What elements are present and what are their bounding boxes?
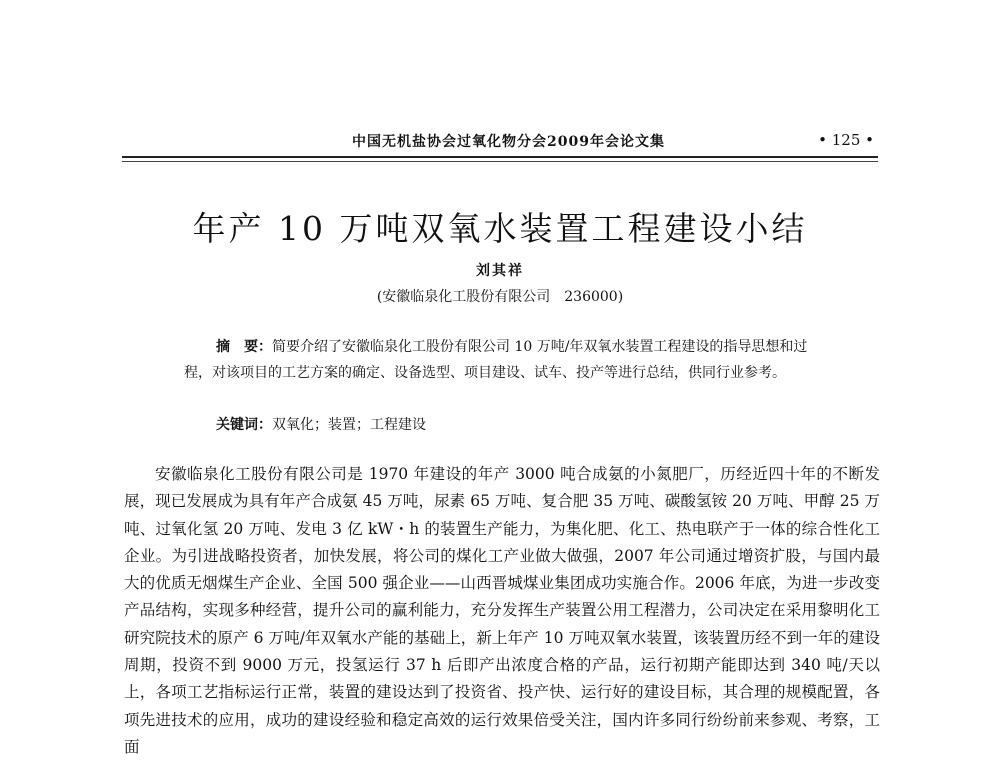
keywords-text: 双氧化；装置；工程建设 <box>272 417 426 433</box>
author-name: 刘其祥 <box>476 263 524 279</box>
keywords-label: 关键词： <box>216 417 272 433</box>
body-text <box>124 461 880 761</box>
article-title: 年产 10 万吨双氧水装置工程建设小结 <box>192 209 808 248</box>
page-number: • 125 • <box>818 131 874 149</box>
journal-title: 中国无机盐协会过氧化物分会2009年会论文集 <box>352 134 665 150</box>
abstract-label: 摘 要： <box>216 339 272 355</box>
author-affiliation: (安徽临泉化工股份有限公司 236000) <box>376 289 624 305</box>
abstract-text: 简要介绍了安徽临泉化工股份有限公司 10 万吨/年双氧水装置工程建设的指导思想和过程，对该项目的工艺方案的确定、设备选型、项目建设、试车、投产等进行总结，供同行业参考。 <box>184 339 808 381</box>
keywords <box>216 412 826 438</box>
abstract <box>184 334 824 386</box>
header-rule-thick <box>122 156 878 158</box>
running-header <box>120 131 878 153</box>
header-rule-thin <box>122 161 878 162</box>
body-paragraph: 安徽临泉化工股份有限公司是 1970 年建设的年产 3000 吨合成氨的小氮肥厂，历经近四十年的不断发展，现已发展成为具有年产合成氨 45 万吨，尿素 65 万吨、复合肥 35 万吨、碳酸氢铵 20 万吨、甲醇 25 万吨、过氧化氢 20 万吨、发电 3 亿 kW・h 的装置生产能力，为集化肥、化工、热电联产于一体的综合性化工企业。为引进战略投资者，加快发展，将公司的煤化工产业做大做强，2007 年公司通过增资扩股，与国内最大的优质无烟煤生产企业、全国 500 强企业——山西晋城煤业集团成功实施合作。2006 年底，为进一步改变产品结构，实现多种经营，提升公司的赢利能力，充分发挥生产装置公用工程潜力，公司决定在采用黎明化工研究院技术的原产 6 万吨/年双氧水产能的基础上，新上年产 10 万吨双氧水装置，该装置历经不到一年的建设周期，投资不到 9000 万元，投氢运行 37 h 后即产出浓度合格的产品，运行初期产能即达到 340 吨/天以上，各项工艺指标运行正常，装置的建设达到了投资省、投产快、运行好的建设目标，其合理的规模配置，各项先进技术的应用，成功的建设经验和稳定高效的运行效果倍受关注，国内许多同行纷纷前来参观、考察，工面 <box>124 465 880 756</box>
